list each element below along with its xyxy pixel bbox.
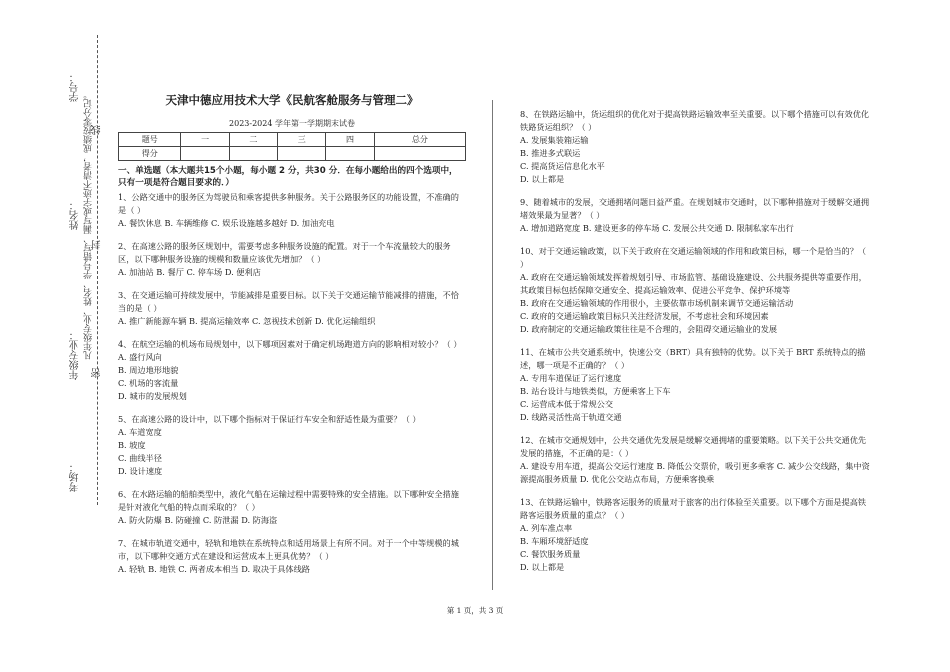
score-header-cell: 三 xyxy=(278,133,326,147)
score-row-label: 得分 xyxy=(119,147,181,161)
question-option: C. 机场的客流量 xyxy=(118,378,179,388)
question-option: D. 政府制定的交通运输政策往往是不合理的，会阻碍交通运输业的发展 xyxy=(520,324,778,334)
score-header-cell: 二 xyxy=(229,133,277,147)
question-item xyxy=(118,289,466,328)
section-heading: 一、单选题（本大题共15个小题，每小题 2 分，共30 分．在每小题给出的四个选项中，只有一项是符合题目要求的．） xyxy=(118,166,458,188)
seal-char-xian: 线 xyxy=(92,125,103,135)
score-header-cell: 题号 xyxy=(119,133,181,147)
question-item xyxy=(520,434,872,486)
exam-title: 天津中德应用技术大学《民航客舱服务与管理二》 xyxy=(165,93,419,107)
question-item xyxy=(118,488,466,527)
grade-major-label: 年级专业： xyxy=(70,330,81,380)
question-option: A. 盛行风向 xyxy=(118,352,162,362)
question-item xyxy=(118,191,466,230)
question-stem: 12、在城市交通规划中，公共交通优先发展是缓解交通拥堵的重要策略。以下关于公共交通优先发展的措施，不正确的是：（ ） xyxy=(520,435,867,458)
question-stem: 7、在城市轨道交通中，轻轨和地铁在系统特点和适用场景上有所不同。对于一个中等规模的城市，以下哪种交通方式在建设和运营成本上更具优势？（ ） xyxy=(118,538,459,561)
question-option: A. 建设专用车道，提高公交运行速度 B. 降低公交票价，吸引更多乘客 C. 减少公交线路，集中资源提高服务质量 D. 优化公交站点布局，方便乘客换乘 xyxy=(520,461,870,484)
question-option: D. 线路灵活性高于轨道交通 xyxy=(520,412,622,422)
page-footer: 第 1 页，共 3 页 xyxy=(446,606,504,615)
question-item xyxy=(118,240,466,279)
question-option: C. 政府的交通运输政策目标只关注经济发展，不考虑社会和环境因素 xyxy=(520,311,769,321)
question-stem: 2、在高速公路的服务区规划中，需要考虑多种服务设施的配置。对于一个车流量较大的服务区，以下哪种服务设施的规模和数量应该优先增加？（ ） xyxy=(118,241,451,264)
question-option: B. 车厢环境舒适度 xyxy=(520,536,589,546)
name-label: 姓名： xyxy=(70,200,81,230)
seal-notice: 凡年级专业、姓名、学号错写、漏写或字迹不清者，成绩按零分记。 xyxy=(84,90,94,360)
question-option: B. 周边地形地貌 xyxy=(118,365,179,375)
question-stem: 3、在交通运输可持续发展中，节能减排是重要目标。以下关于交通运输节能减排的措施，不恰当的是（ ） xyxy=(118,290,459,313)
question-option: A. 防火防爆 B. 防碰撞 C. 防泄漏 D. 防海盗 xyxy=(118,515,278,525)
question-item xyxy=(520,196,872,235)
score-header-cell: 一 xyxy=(181,133,229,147)
question-option: B. 站台设计与地铁类似，方便乘客上下车 xyxy=(520,386,671,396)
question-option: B. 坡度 xyxy=(118,440,146,450)
question-stem: 5、在高速公路的设计中，以下哪个指标对于保证行车安全和舒适性最为重要？（ ） xyxy=(118,414,421,424)
question-stem: 9、随着城市的发展，交通拥堵问题日益严重。在规划城市交通时，以下哪种措施对于缓解交通拥堵效果最为显著？（ ） xyxy=(520,197,870,220)
score-header-cell: 四 xyxy=(326,133,374,147)
question-item xyxy=(520,346,872,424)
question-option: A. 加油站 B. 餐厅 C. 停车场 D. 便利店 xyxy=(118,267,261,277)
question-item xyxy=(520,108,872,186)
question-option: A. 列车准点率 xyxy=(520,523,573,533)
question-stem: 1、公路交通中的服务区为驾驶员和乘客提供多种服务。关于公路服务区的功能设置，不准确的是（ ） xyxy=(118,192,459,215)
question-item xyxy=(118,537,466,576)
question-item xyxy=(118,338,466,403)
exam-subtitle: 2023-2024 学年第一学期期末试卷 xyxy=(229,119,355,128)
question-option: B. 推进多式联运 xyxy=(520,148,581,158)
question-option: C. 曲线半径 xyxy=(118,453,162,463)
question-option: A. 餐饮休息 B. 车辆维修 C. 娱乐设施越多越好 D. 加油充电 xyxy=(118,218,335,228)
question-option: D. 以上都是 xyxy=(520,174,565,184)
question-option: C. 运营成本低于常规公交 xyxy=(520,399,614,409)
question-option: A. 车道宽度 xyxy=(118,427,162,437)
student-id-label: 学号： xyxy=(70,72,81,102)
question-option: A. 发展集装箱运输 xyxy=(520,135,589,145)
question-stem: 8、在铁路运输中，货运组织的优化对于提高铁路运输效率至关重要。以下哪个措施可以有效优化铁路货运组织？（ ） xyxy=(520,109,870,132)
score-header-cell: 总分 xyxy=(374,133,465,147)
question-option: A. 政府在交通运输领域发挥着规划引导、市场监管、基础设施建设、公共服务提供等重要作用，其政策目标包括保障交通安全、提高运输效率、促进公平竞争、保护环境等 xyxy=(520,272,867,295)
left-column xyxy=(118,94,466,586)
seal-char-feng: 封 xyxy=(92,240,103,250)
score-cell xyxy=(326,147,374,161)
question-item xyxy=(520,245,872,336)
right-question-list xyxy=(520,108,872,574)
binding-margin xyxy=(0,0,110,672)
question-option: A. 专用车道保证了运行速度 xyxy=(520,373,622,383)
score-cell xyxy=(229,147,277,161)
left-question-list xyxy=(118,191,466,576)
score-table-row xyxy=(119,147,466,161)
question-option: C. 提高货运信息化水平 xyxy=(520,161,605,171)
question-option: D. 以上都是 xyxy=(520,562,565,572)
score-cell xyxy=(278,147,326,161)
question-option: A. 推广新能源车辆 B. 提高运输效率 C. 忽视技术创新 D. 优化运输组织 xyxy=(118,316,376,326)
question-option: A. 轻轨 B. 地铁 C. 两者成本相当 D. 取决于具体线路 xyxy=(118,564,310,574)
question-option: D. 设计速度 xyxy=(118,466,163,476)
question-option: C. 餐饮服务质量 xyxy=(520,549,581,559)
right-column xyxy=(520,108,872,584)
seal-line xyxy=(97,35,98,505)
score-table-header xyxy=(119,133,466,147)
question-option: D. 城市的发展规划 xyxy=(118,391,187,401)
question-item xyxy=(520,496,872,574)
score-cell xyxy=(181,147,229,161)
column-divider xyxy=(492,100,493,590)
score-cell xyxy=(374,147,465,161)
question-item xyxy=(118,413,466,478)
question-option: A. 增加道路宽度 B. 建设更多的停车场 C. 发展公共交通 D. 限制私家车出行 xyxy=(520,223,794,233)
question-stem: 10、对于交通运输政策，以下关于政府在交通运输领域的作用和政策目标，哪一个是恰当的？（ ） xyxy=(520,246,867,269)
score-table xyxy=(118,132,466,161)
exam-room-label: 考场： xyxy=(70,462,81,492)
question-option: B. 政府在交通运输领域的作用很小，主要依靠市场机制来调节交通运输活动 xyxy=(520,298,794,308)
seal-char-mi: 密 xyxy=(92,368,103,378)
question-stem: 13、在铁路运输中，铁路客运服务的质量对于旅客的出行体验至关重要。以下哪个方面是提高铁路客运服务质量的重点？（ ） xyxy=(520,497,867,520)
question-stem: 11、在城市公共交通系统中，快速公交（BRT）具有独特的优势。以下关于 BRT 系统特点的描述，哪一项是不正确的？（ ） xyxy=(520,347,866,370)
question-stem: 6、在水路运输的船舶类型中，液化气船在运输过程中需要特殊的安全措施。以下哪种安全措施是针对液化气船的特点而采取的？（ ） xyxy=(118,489,459,512)
question-stem: 4、在航空运输的机场布局规划中，以下哪项因素对于确定机场跑道方向的影响相对较小？（ ） xyxy=(118,339,462,349)
